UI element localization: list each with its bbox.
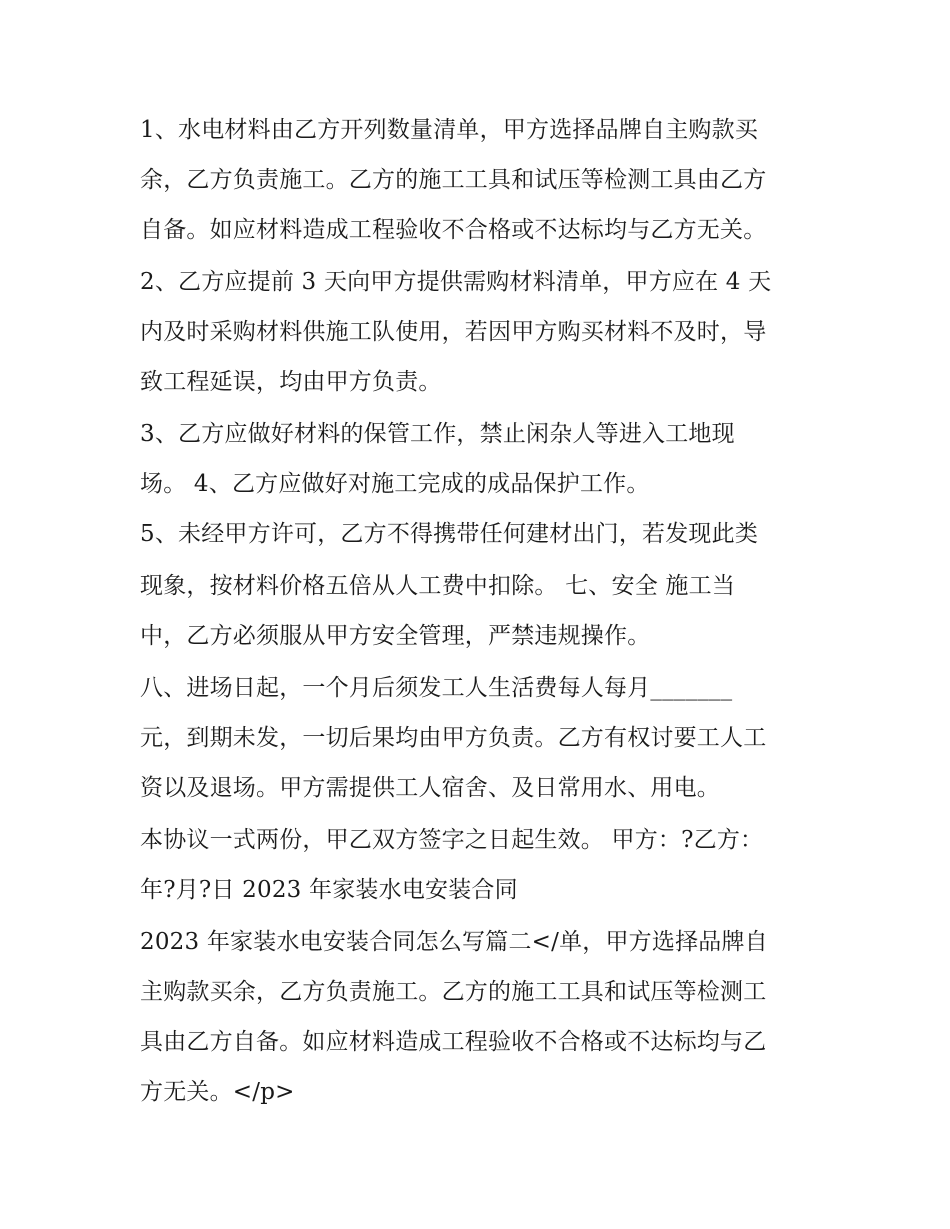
text-line: 1、水电材料由乙方开列数量清单，甲方选择品牌自主购款买 [140,117,759,143]
text-line: 方无关。</p> [140,1079,295,1105]
text-line: 资以及退场。甲方需提供工人宿舍、及日常用水、用电。 [140,775,720,801]
text-line: 内及时采购材料供施工队使用，若因甲方购买材料不及时，导 [140,319,767,345]
text-line: 场。 4、乙方应做好对施工完成的成品保护工作。 [140,471,650,497]
text-line: 具由乙方自备。如应材料造成工程验收不合格或不达标均与乙 [140,1029,767,1055]
text-line: 5、未经甲方许可，乙方不得携带任何建材出门，若发现此类 [140,521,759,547]
text-line: 余，乙方负责施工。乙方的施工工具和试压等检测工具由乙方 [140,167,767,193]
text-line: 本协议一式两份，甲乙双方签字之日起生效。 甲方：?乙方： [140,827,764,853]
text-line: 中，乙方必须服从甲方安全管理，严禁违规操作。 [140,623,651,649]
text-line: 致工程延误，均由甲方负责。 [140,369,442,395]
text-line: 年?月?日 2023 年家装水电安装合同 [140,877,518,903]
text-line: 自备。如应材料造成工程验收不合格或不达标均与乙方无关。 [140,217,767,243]
text-line: 八、进场日起，一个月后须发工人生活费每人每月_______ [140,675,733,701]
text-line: 元，到期未发，一切后果均由甲方负责。乙方有权讨要工人工 [140,725,767,751]
text-line: 主购款买余，乙方负责施工。乙方的施工工具和试压等检测工 [140,979,767,1005]
text-line: 3、乙方应做好材料的保管工作，禁止闲杂人等进入工地现 [140,421,735,447]
text-line: 2023 年家装水电安装合同怎么写篇二</单，甲方选择品牌自 [140,929,768,955]
text-line: 2、乙方应提前 3 天向甲方提供需购材料清单，甲方应在 4 天 [140,269,772,295]
text-line: 现象，按材料价格五倍从人工费中扣除。 七、安全 施工当 [140,573,736,599]
